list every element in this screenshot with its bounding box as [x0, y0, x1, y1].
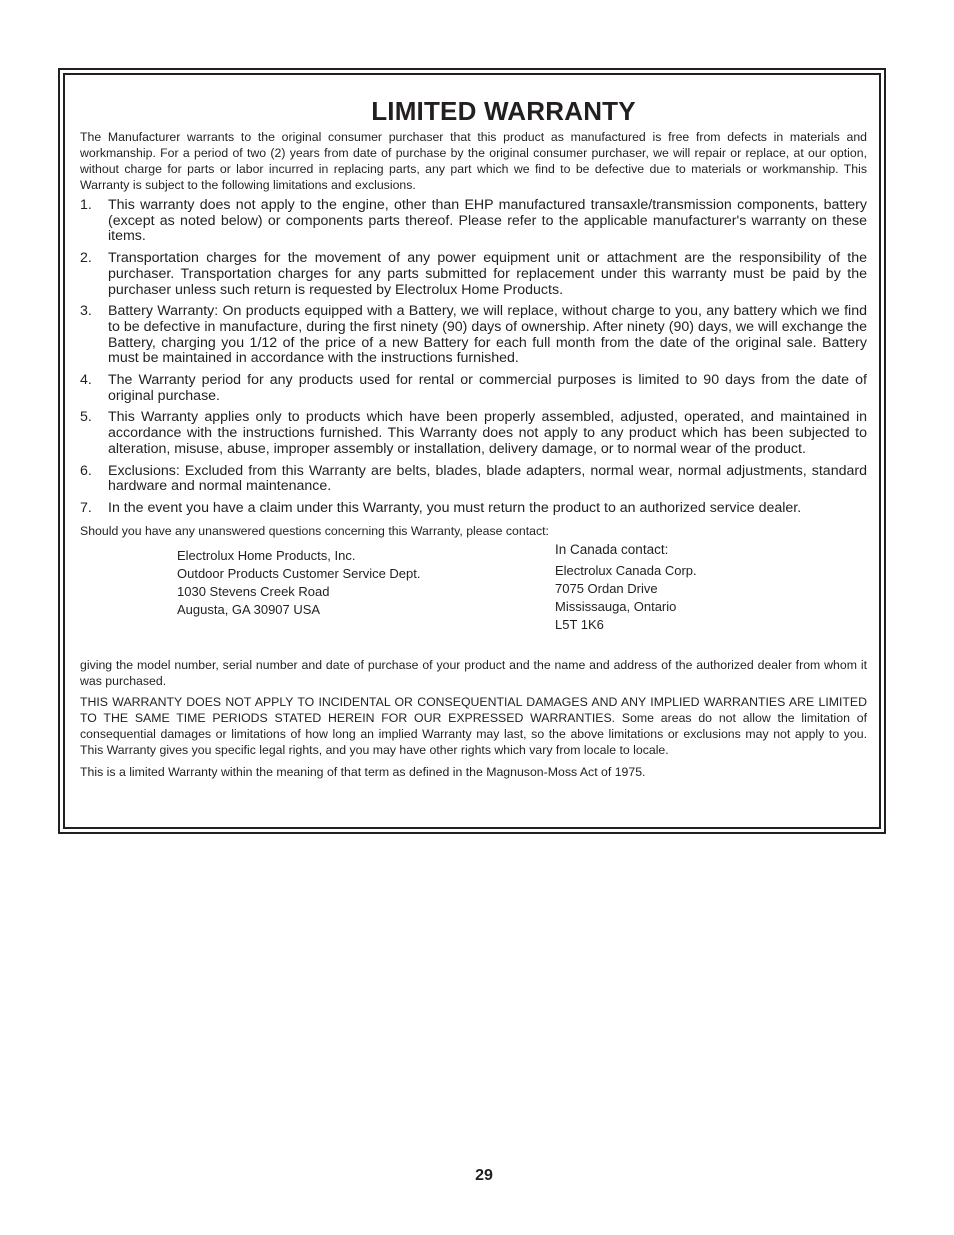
list-item: [80, 410, 867, 457]
list-item-number: 6.: [80, 462, 92, 479]
us-address-line: Electrolux Home Products, Inc.: [177, 547, 356, 563]
canada-address-line: Mississauga, Ontario: [555, 598, 677, 614]
warranty-intro: The Manufacturer warrants to the original consumer purchaser that this product as manufactured is free from defects in materials and workmanship. For a period of two (2) years from date of purchase by the original consumer purchaser, we will repair or replace, at our option, without charge for parts or labor incurred in replacing parts, any part which we find to be defective due to materials or workmanship. This Warranty is subject to the following limitations and exclusions.: [80, 130, 867, 192]
magnuson-moss-note: This is a limited Warranty within the meaning of that term as defined in the Magnuson-Moss Act of 1975.: [80, 764, 646, 779]
canada-address-line: Electrolux Canada Corp.: [555, 562, 697, 578]
disclaimer-caps: THIS WARRANTY DOES NOT APPLY TO INCIDENTAL OR CONSEQUENTIAL DAMAGES AND ANY IMPLIED WARRANTIES ARE LIMITED TO THE SAME TIME PERIODS STATED HEREIN FOR OUR EXPRESSED WARRANTIES.: [80, 694, 867, 725]
disclaimer-rest: Some areas do not allow the limitation of consequential damages or limitations of how long an implied Warranty may last, so the above limitations or exclusions may not apply to you. This Warranty gives you specific legal rights, and you may have other rights which vary from locale to locale.: [80, 710, 867, 757]
disclaimer: [80, 694, 867, 758]
list-item-number: 3.: [80, 303, 92, 320]
list-item-number: 2.: [80, 250, 92, 267]
list-item: [80, 501, 867, 517]
us-address: [177, 547, 421, 619]
list-item: [80, 251, 867, 298]
warranty-content: [80, 96, 867, 780]
list-item-text: Transportation charges for the movement of any power equipment unit or attachment are the responsibility of the purchaser. Transportation charges for any parts submitted for replacement under this warranty must be paid by the purchaser unless such return is requested by Electrolux Home Products.: [108, 250, 867, 298]
list-item-number: 5.: [80, 409, 92, 426]
list-item-text: In the event you have a claim under this Warranty, you must return the product to an authorized service dealer.: [108, 499, 802, 516]
limitations-list: [80, 198, 867, 517]
list-item: [80, 373, 867, 404]
page-title: LIMITED WARRANTY: [371, 96, 636, 126]
canada-address: [555, 542, 697, 634]
list-item: [80, 198, 867, 245]
list-item: [80, 464, 867, 495]
address-block: [80, 539, 867, 657]
list-item-text: This Warranty applies only to products which have been properly assembled, adjusted, operated, and maintained in accordance with the instructions furnished. This Warranty does not apply to any product which has been subjected to alteration, misuse, abuse, improper assembly or installation, delivery damage, or to normal wear of the product.: [108, 409, 867, 457]
list-item-text: This warranty does not apply to the engine, other than EHP manufactured transaxle/transmission components, battery (except as noted below) or components parts thereof. Please refer to the applicable manufacturer's warranty on these items.: [108, 197, 867, 245]
list-item: [80, 304, 867, 367]
list-item-text: The Warranty period for any products used for rental or commercial purposes is limited to 90 days from the date of original purchase.: [108, 372, 867, 404]
list-item-text: Exclusions: Excluded from this Warranty are belts, blades, blade adapters, normal wear, normal adjustments, standard hardware and normal maintenance.: [108, 462, 867, 495]
contact-intro: Should you have any unanswered questions concerning this Warranty, please contact:: [80, 523, 549, 538]
giving-instructions: giving the model number, serial number and date of purchase of your product and the name and address of the authorized dealer from whom it was purchased.: [80, 657, 867, 688]
canada-contact-header: In Canada contact:: [555, 541, 669, 557]
list-item-text: Battery Warranty: On products equipped with a Battery, we will replace, without charge to you, any battery which we find to be defective in manufacture, during the first ninety (90) days of ownership. After ninety (90) days, we will exchange the Battery, charging you 1/12 of the price of a new Battery for each full month from the date of the original sale. Battery must be maintained in accordance with the instructions furnished.: [108, 303, 867, 367]
canada-address-line: L5T 1K6: [555, 616, 604, 632]
list-item-number: 1.: [80, 197, 92, 213]
list-item-number: 7.: [80, 499, 92, 516]
us-address-line: Augusta, GA 30907 USA: [177, 601, 321, 617]
canada-address-line: 7075 Ordan Drive: [555, 580, 658, 596]
us-address-line: 1030 Stevens Creek Road: [177, 583, 330, 599]
list-item-number: 4.: [80, 372, 92, 389]
page-number: 29: [475, 1167, 493, 1184]
us-address-line: Outdoor Products Customer Service Dept.: [177, 565, 421, 581]
